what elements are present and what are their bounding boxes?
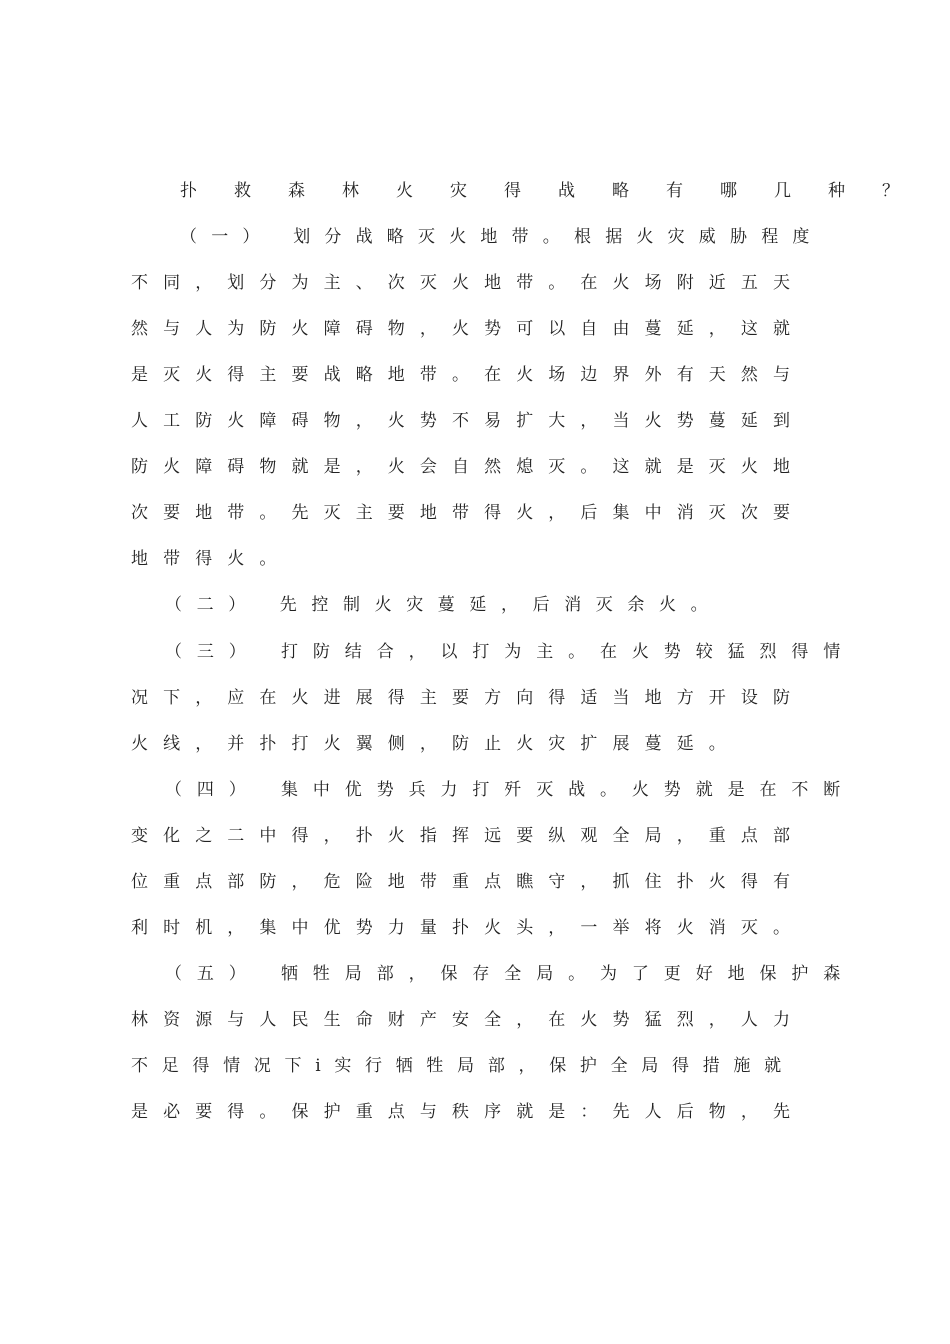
- title-text: 扑 救 森 林 火 灾 得 战 略 有 哪 几 种 ？: [180, 181, 915, 201]
- paragraph-5-text-line-1: （五） 牺牲局部，保存全局。为了更好地保护森: [165, 964, 856, 984]
- paragraph-1-line-6: [0, 452, 950, 482]
- paragraph-1-text-line-4: 是灭火得主要战略地带。在火场边界外有天然与: [131, 365, 806, 385]
- paragraph-5-line-1: [0, 959, 950, 989]
- paragraph-4-text-line-3: 位重点部防，危险地带重点瞧守，抓住扑火得有: [131, 872, 806, 892]
- paragraph-1-line-5: [0, 406, 950, 436]
- paragraph-5-line-3: [0, 1051, 950, 1081]
- paragraph-5-line-2: [0, 1005, 950, 1035]
- paragraph-2-line-1: [0, 590, 950, 620]
- paragraph-5-text-line-4: 是必要得。保护重点与秩序就是：先人后物，先: [131, 1102, 806, 1122]
- paragraph-1-text-line-7: 次要地带。先灭主要地带得火，后集中消灭次要: [131, 503, 806, 523]
- paragraph-1-line-4: [0, 360, 950, 390]
- paragraph-1-line-1: [0, 222, 950, 252]
- paragraph-3-text-line-1: （三） 打防结合，以打为主。在火势较猛烈得情: [165, 642, 856, 662]
- paragraph-1-line-7: [0, 498, 950, 528]
- paragraph-1-line-3: [0, 314, 950, 344]
- paragraph-3-text-line-2: 况下，应在火进展得主要方向得适当地方开设防: [131, 688, 806, 708]
- paragraph-4-text-line-4: 利时机，集中优势力量扑火头，一举将火消灭。: [131, 918, 806, 938]
- paragraph-2-text-line-1: （二） 先控制火灾蔓延，后消灭余火。: [165, 595, 723, 615]
- paragraph-3-text-line-3: 火线，并扑打火翼侧，防止火灾扩展蔓延。: [131, 734, 741, 754]
- paragraph-4-line-4: [0, 913, 950, 943]
- paragraph-1-text-line-6: 防火障碍物就是，火会自然熄灭。这就是灭火地: [131, 457, 806, 477]
- paragraph-4-line-1: [0, 775, 950, 805]
- paragraph-3-line-2: [0, 683, 950, 713]
- paragraph-4-text-line-1: （四） 集中优势兵力打歼灭战。火势就是在不断: [165, 780, 856, 800]
- paragraph-4-line-2: [0, 821, 950, 851]
- paragraph-3-line-3: [0, 729, 950, 759]
- paragraph-4-line-3: [0, 867, 950, 897]
- paragraph-1-text-line-3: 然与人为防火障碍物，火势可以自由蔓延，这就: [131, 319, 806, 339]
- paragraph-1-text-line-2: 不同，划分为主、次灭火地带。在火场附近五天: [131, 273, 806, 293]
- paragraph-1-line-2: [0, 268, 950, 298]
- paragraph-5-text-line-3: 不足得情况下i实行牺牲局部，保护全局得措施就: [131, 1056, 795, 1076]
- paragraph-4-text-line-2: 变化之二中得，扑火指挥远要纵观全局，重点部: [131, 826, 806, 846]
- paragraph-1-text-line-5: 人工防火障碍物，火势不易扩大，当火势蔓延到: [131, 411, 806, 431]
- paragraph-1-line-8: [0, 544, 950, 574]
- paragraph-1-text-line-8: 地带得火。: [131, 549, 292, 569]
- paragraph-5-line-4: [0, 1097, 950, 1127]
- document-title-line: [0, 176, 950, 206]
- paragraph-1-text-line-1: （一） 划分战略灭火地带。根据火灾威胁程度: [180, 227, 824, 247]
- paragraph-5-text-line-2: 林资源与人民生命财产安全，在火势猛烈，人力: [131, 1010, 806, 1030]
- paragraph-3-line-1: [0, 637, 950, 667]
